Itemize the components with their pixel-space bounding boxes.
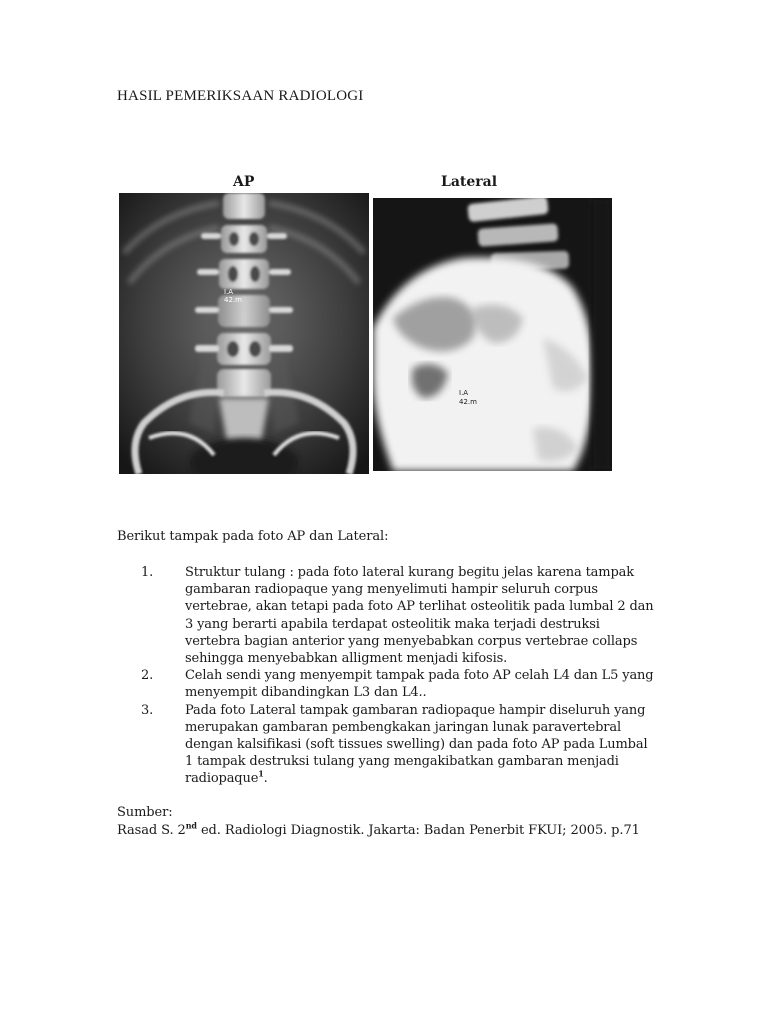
source-ref-superscript: nd (185, 820, 197, 831)
lateral-caption: Lateral (441, 174, 498, 190)
citation-superscript: 1 (258, 769, 264, 780)
list-item-number: 1. (141, 565, 154, 580)
ap-xray-image (119, 193, 369, 474)
list-item (117, 564, 657, 667)
list-item-trailing: . (263, 771, 268, 787)
findings-list (117, 564, 657, 788)
lateral-xray-image (373, 198, 612, 471)
source-ref-prefix: Rasad S. 2 (117, 823, 186, 838)
lateral-marker-text-1: I.A (459, 389, 469, 397)
list-item-text: Pada foto Lateral tampak gambaran radiopaque hampir diseluruh yang merupakan gambaran pembengkakan jaringan lunak paravertebral dengan kalsifikasi (soft tissues swelling) dan pada foto AP pada Lumbal 1 tampak destruksi tulang yang mengakibatkan gambaran menjadi radiopaque (185, 702, 648, 787)
list-item-number: 2. (141, 668, 154, 684)
list-item-text: Celah sendi yang menyempit tampak pada foto AP celah L4 dan L5 yang menyempit dibandingkan L3 dan L4.. (185, 668, 654, 701)
list-item (117, 667, 657, 701)
ap-marker-text-2: 42.m (224, 296, 242, 304)
ap-caption: AP (233, 174, 255, 190)
ap-marker-text-1: I.A (224, 288, 234, 296)
document-title: HASIL PEMERIKSAAN RADIOLOGI (117, 88, 364, 104)
source-ref-suffix: ed. Radiologi Diagnostik. Jakarta: Badan Penerbit FKUI; 2005. p.71 (196, 823, 640, 838)
source-label: Sumber: (117, 805, 173, 820)
source-reference (117, 822, 657, 839)
lateral-marker-text-2: 42.m (459, 398, 477, 406)
list-item (117, 702, 657, 788)
list-item-text: Struktur tulang : pada foto lateral kurang begitu jelas karena tampak gambaran radiopaque yang menyelimuti hampir seluruh corpus vertebrae, akan tetapi pada foto AP terlihat osteolitik pada lumbal 2 dan 3 yang berarti apabila terdapat osteolitik maka terjadi destruksi vertebra bagian anterior yang menyebabkan corpus vertebrae collaps sehingga menyebabkan alligment menjadi kifosis. (185, 565, 654, 667)
intro-text: Berikut tampak pada foto AP dan Lateral: (117, 529, 389, 544)
list-item-number: 3. (141, 702, 154, 718)
